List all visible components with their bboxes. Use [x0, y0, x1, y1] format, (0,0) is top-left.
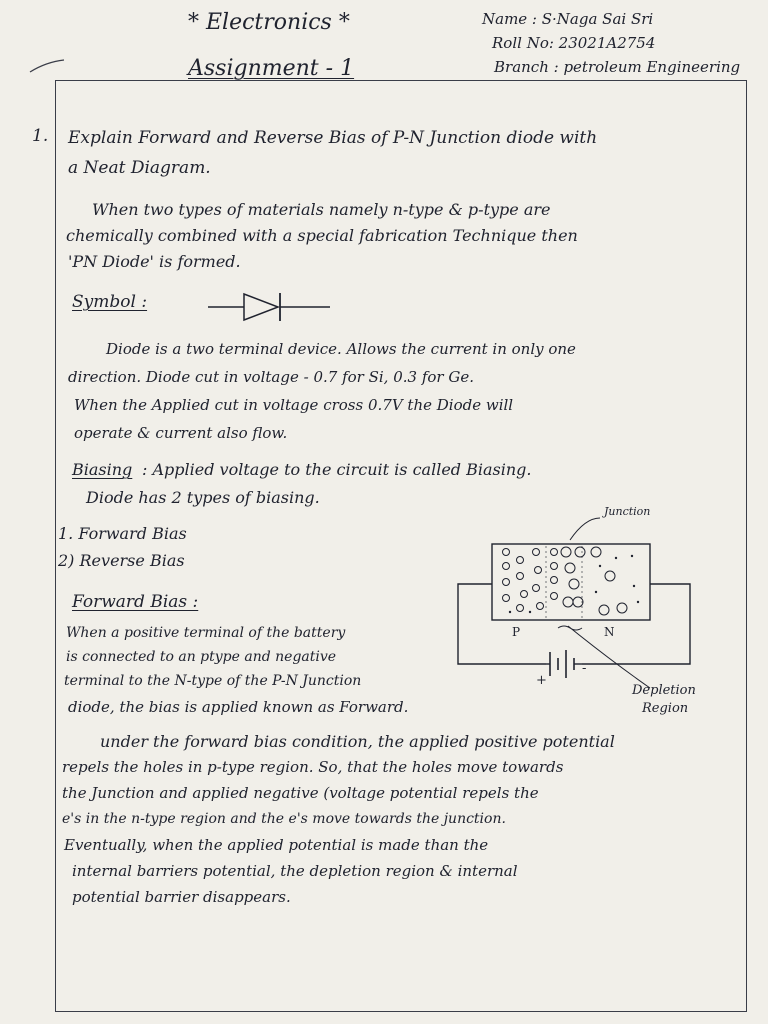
biasing-line-2: Diode has 2 types of biasing. — [86, 488, 320, 507]
symbol-label: Symbol : — [72, 292, 148, 312]
question-line-1: Explain Forward and Reverse Bias of P-N Junction diode with — [68, 128, 598, 148]
conclusion-line-5: Eventually, when the applied potential is made than the — [64, 836, 489, 854]
branch: Branch : petroleum Engineering — [494, 58, 741, 76]
biasing-heading: Biasing — [72, 460, 133, 479]
student-name: Name : S·Naga Sai Sri — [482, 10, 654, 28]
conclusion-line-4: e's in the n-type region and the e's move towards the junction. — [62, 811, 506, 827]
forward-bias-line-4: diode, the bias is applied known as Forward. — [68, 698, 409, 716]
conclusion-line-3: the Junction and applied negative (voltage potential repels the — [62, 784, 539, 802]
forward-bias-line-3: terminal to the N-type of the P-N Junction — [64, 673, 362, 689]
intro-line-1: When two types of materials namely n-type & p-type are — [92, 200, 551, 219]
diode-text-line-4: operate & current also flow. — [74, 424, 288, 442]
battery-minus-label: - — [582, 661, 587, 676]
intro-line-3: 'PN Diode' is formed. — [68, 252, 241, 271]
intro-line-2: chemically combined with a special fabrication Technique then — [66, 226, 578, 245]
roll-number: Roll No: 23021A2754 — [492, 34, 656, 52]
conclusion-line-2: repels the holes in p-type region. So, that the holes move towards — [62, 758, 564, 776]
battery-plus-label: + — [536, 673, 547, 688]
question-number: 1. — [32, 126, 49, 146]
bias-type-reverse: 2) Reverse Bias — [58, 551, 185, 570]
conclusion-line-7: potential barrier disappears. — [72, 888, 291, 906]
diode-symbol — [208, 290, 338, 326]
subject-title: * Electronics * — [188, 10, 350, 35]
forward-bias-line-1: When a positive terminal of the battery — [66, 625, 346, 641]
n-region-label: N — [604, 625, 615, 639]
junction-label: Junction — [604, 505, 651, 518]
diode-text-line-3: When the Applied cut in voltage cross 0.7V the Diode will — [74, 396, 514, 414]
forward-bias-heading: Forward Bias : — [72, 592, 199, 612]
conclusion-line-1: under the forward bias condition, the applied positive potential — [100, 732, 615, 751]
depletion-label-2: Region — [642, 701, 689, 716]
p-region-label: P — [512, 625, 521, 639]
diode-text-line-1: Diode is a two terminal device. Allows the current in only one — [106, 340, 576, 358]
conclusion-line-6: internal barriers potential, the depletion region & internal — [72, 862, 518, 880]
question-line-2: a Neat Diagram. — [68, 158, 211, 178]
depletion-label-1: Depletion — [632, 683, 696, 698]
bias-type-forward: 1. Forward Bias — [58, 524, 187, 543]
diode-text-line-2: direction. Diode cut in voltage - 0.7 for Si, 0.3 for Ge. — [68, 368, 474, 386]
assignment-title: Assignment - 1 — [188, 56, 355, 81]
forward-bias-line-2: is connected to an ptype and negative — [66, 649, 337, 665]
margin-mark — [28, 56, 68, 76]
biasing-definition: : Applied voltage to the circuit is called Biasing. — [142, 460, 532, 479]
